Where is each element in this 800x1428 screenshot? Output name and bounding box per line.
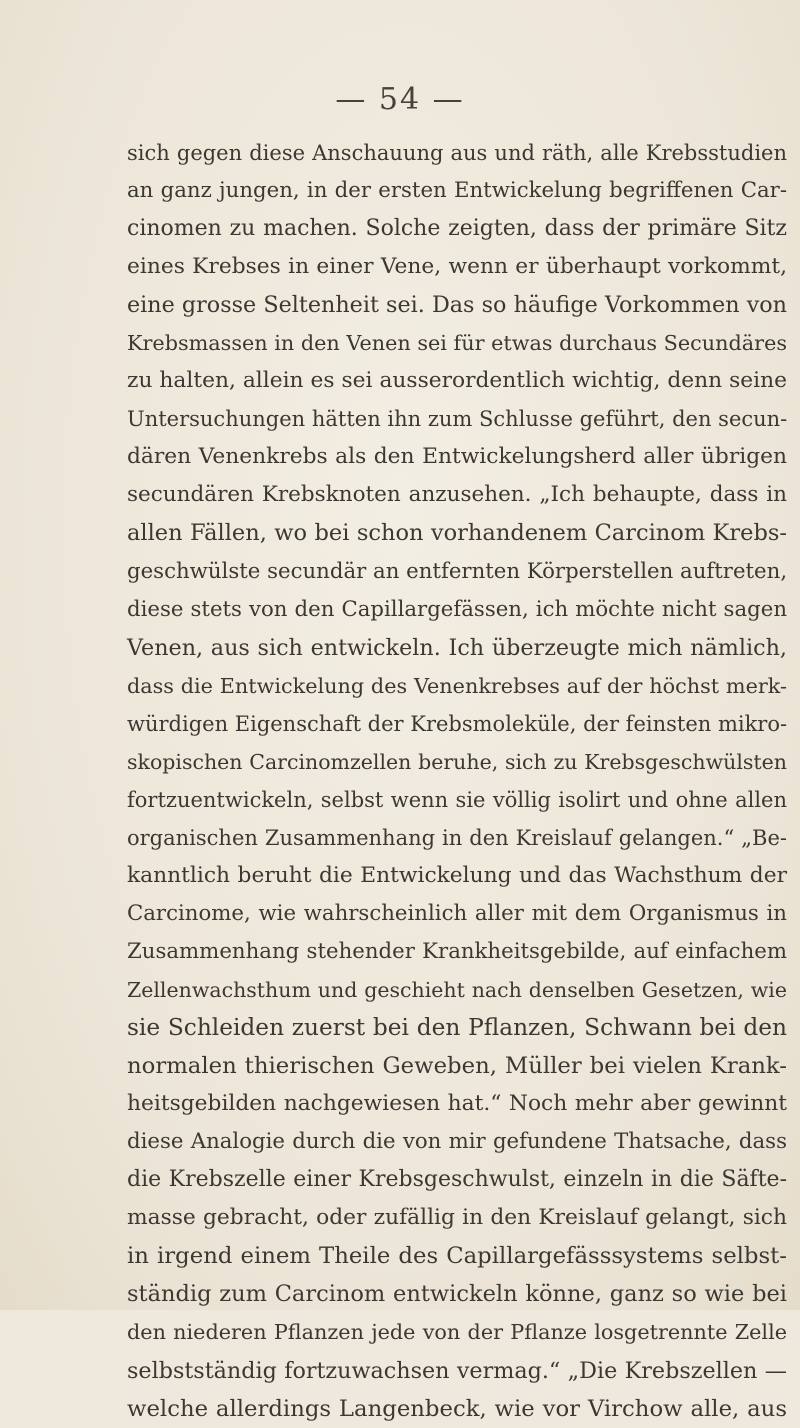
text-line: heitsgebilden nachgewiesen hat.“ Noch mehr aber gewinnt — [127, 1091, 787, 1117]
text-line: den niederen Pflanzen jede von der Pflanze losgetrennte Zelle — [127, 1320, 787, 1345]
text-line: ständig zum Carcinom entwickeln könne, ganz so wie bei — [127, 1281, 787, 1308]
text-line: an ganz jungen, in der ersten Entwickelung begriffenen Car- — [127, 178, 787, 204]
text-line: in irgend einem Theile des Capillargefässsystems selbst- — [127, 1243, 787, 1270]
text-line: selbstständig fortzuwachsen vermag.“ „Die Krebszellen — — [127, 1357, 787, 1384]
text-line: kanntlich beruht die Entwickelung und das Wachsthum der — [127, 862, 787, 888]
text-line: eines Krebses in einer Vene, wenn er überhaupt vorkommt, — [127, 254, 787, 280]
text-line: dären Venenkrebs als den Entwickelungsherd aller übrigen — [127, 444, 787, 470]
text-line: Venen, aus sich entwickeln. Ich überzeugte mich nämlich, — [127, 634, 787, 661]
text-line: welche allerdings Langenbeck, wie vor Virchow alle, aus — [127, 1395, 787, 1422]
text-line: eine grosse Seltenheit sei. Das so häufige Vorkommen von — [127, 292, 787, 319]
text-line: allen Fällen, wo bei schon vorhandenem Carcinom Krebs- — [127, 520, 787, 547]
text-line: diese Analogie durch die von mir gefundene Thatsache, dass — [127, 1129, 787, 1155]
text-line: diese stets von den Capillargefässen, ich möchte nicht sagen — [127, 596, 787, 622]
text-line: masse gebracht, oder zufällig in den Kreislauf gelangt, sich — [127, 1205, 787, 1231]
text-line: die Krebszelle einer Krebsgeschwulst, einzeln in die Säfte- — [127, 1167, 787, 1193]
text-line: organischen Zusammenhang in den Kreislauf gelangen.“ „Be- — [127, 825, 787, 850]
text-line: sie Schleiden zuerst bei den Pflanzen, Schwann bei den — [127, 1014, 787, 1042]
text-line: würdigen Eigenschaft der Krebsmoleküle, der feinsten mikro- — [127, 711, 788, 736]
text-line: Zusammenhang stehender Krankheitsgebilde, auf einfachem — [127, 938, 787, 964]
text-line: zu halten, allein es sei ausserordentlich wichtig, denn seine — [127, 368, 787, 394]
page-number: — 54 — — [335, 82, 465, 117]
text-line: dass die Entwickelung des Venenkrebses auf der höchst merk- — [127, 673, 787, 698]
text-line: normalen thierischen Geweben, Müller bei vielen Krank- — [127, 1053, 787, 1080]
text-line: sich gegen diese Anschauung aus und räth, alle Krebsstudien — [127, 141, 787, 165]
text-line: Untersuchungen hätten ihn zum Schlusse geführt, den secun- — [127, 407, 788, 432]
text-line: Carcinome, wie wahrscheinlich aller mit dem Organismus in — [127, 900, 787, 926]
text-line: secundären Krebsknoten anzusehen. „Ich behaupte, dass in — [127, 482, 787, 508]
text-line: geschwülste secundär an entfernten Körperstellen auftreten, — [127, 558, 788, 584]
text-line: cinomen zu machen. Solche zeigten, dass der primäre Sitz — [127, 216, 787, 242]
text-line: fortzuentwickeln, selbst wenn sie völlig isolirt und ohne allen — [127, 787, 787, 812]
text-line: skopischen Carcinomzellen beruhe, sich zu Krebsgeschwülsten — [127, 749, 787, 774]
text-line: Zellenwachsthum und geschieht nach denselben Gesetzen, wie — [127, 978, 787, 1003]
text-line: Krebsmassen in den Venen sei für etwas durchaus Secundäres — [127, 331, 787, 356]
body-text — [127, 134, 787, 1428]
